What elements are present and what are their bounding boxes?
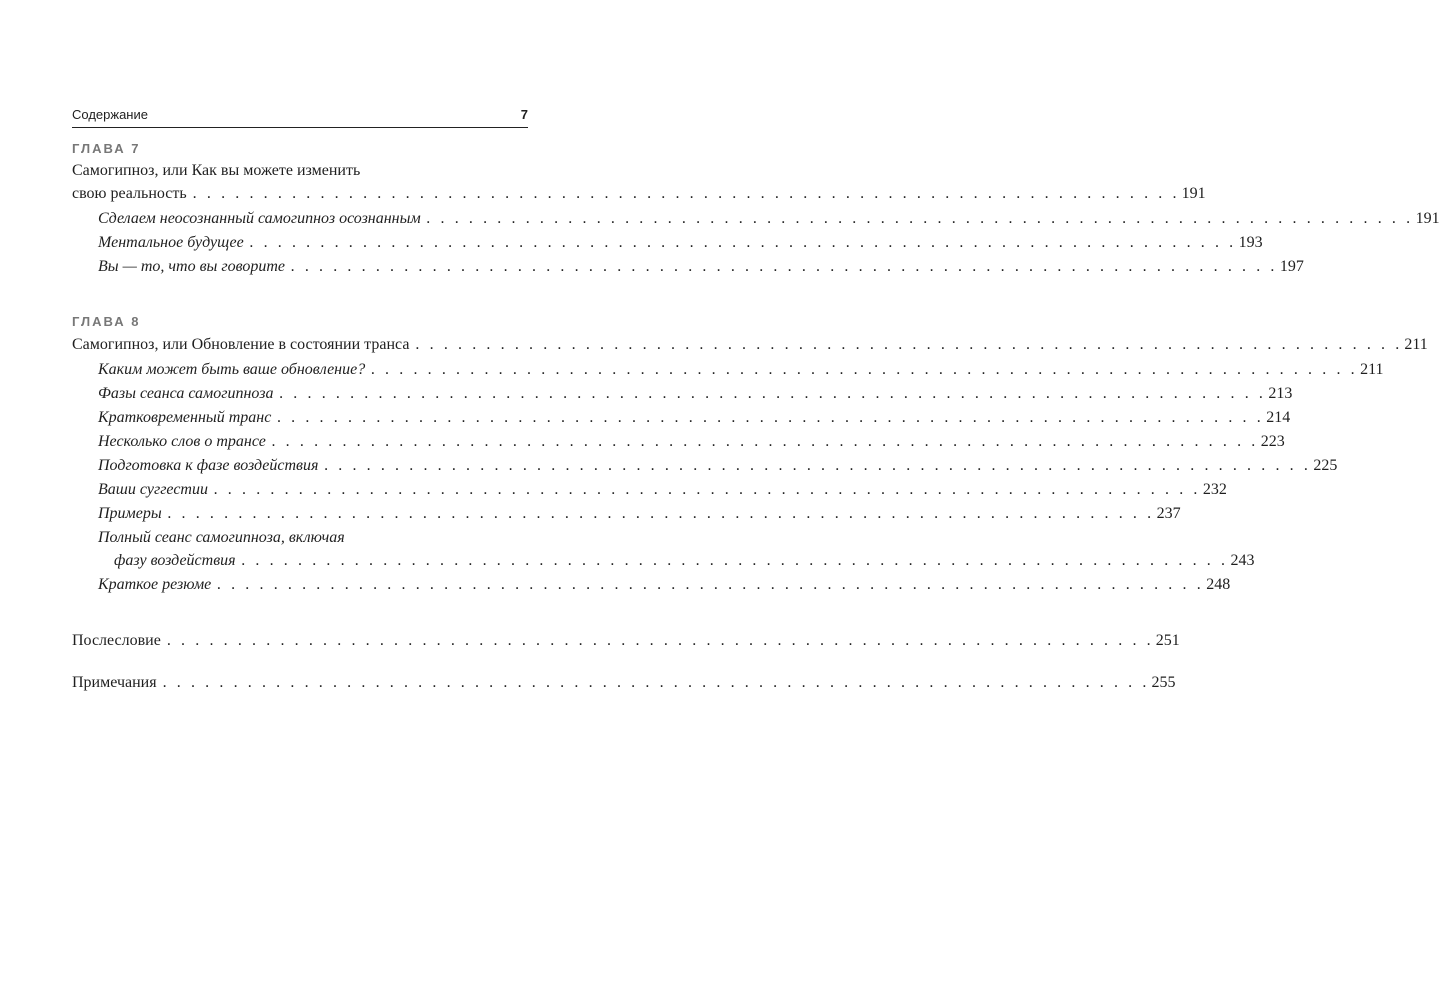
header-rule [72, 127, 528, 128]
toc-entry-page: 237 [1156, 505, 1181, 522]
toc-entry-text: Примеры [98, 505, 162, 522]
toc-entry-page: 223 [1260, 433, 1285, 450]
toc-entry-chapter-7[interactable] [72, 183, 1206, 205]
toc-entry[interactable] [98, 232, 1263, 254]
toc-entry-text: Несколько слов о трансе [98, 433, 266, 450]
toc-entry-page: 225 [1313, 457, 1338, 474]
toc-entry-page: 191 [1415, 210, 1440, 227]
dot-leader: . . . . . . . . . . . . . . . . . . . . . . . . . . . . . . . . . . . . . . . . . . . . . . . . . . . . . . . . . . . . . . . . . . . . . . [192, 185, 1180, 202]
dot-leader: . . . . . . . . . . . . . . . . . . . . . . . . . . . . . . . . . . . . . . . . . . . . . . . . . . . . . . . . . . . . . . . . . . . . . . [166, 632, 1154, 649]
dot-leader: . . . . . . . . . . . . . . . . . . . . . . . . . . . . . . . . . . . . . . . . . . . . . . . . . . . . . . . . . . . . . . . . . . . . . . [271, 433, 1259, 450]
dot-leader: . . . . . . . . . . . . . . . . . . . . . . . . . . . . . . . . . . . . . . . . . . . . . . . . . . . . . . . . . . . . . . . . . . . . . . [167, 505, 1155, 522]
dot-leader: . . . . . . . . . . . . . . . . . . . . . . . . . . . . . . . . . . . . . . . . . . . . . . . . . . . . . . . . . . . . . . . . . . . . . . [426, 210, 1414, 227]
dot-leader: . . . . . . . . . . . . . . . . . . . . . . . . . . . . . . . . . . . . . . . . . . . . . . . . . . . . . . . . . . . . . . . . . . . . . . [324, 457, 1312, 474]
toc-entry-text: Примечания [72, 674, 157, 691]
toc-entry-text: фазу воздействия [114, 552, 236, 569]
toc-entry-page: 232 [1202, 481, 1227, 498]
toc-entry-notes[interactable] [72, 672, 1176, 694]
toc-entry-text: Краткое резюме [98, 576, 212, 593]
toc-entry-page: 193 [1238, 234, 1263, 251]
toc-entry-page: 255 [1151, 674, 1176, 691]
toc-entry-text: Ваши суггестии [98, 481, 208, 498]
dot-leader: . . . . . . . . . . . . . . . . . . . . . . . . . . . . . . . . . . . . . . . . . . . . . . . . . . . . . . . . . . . . . . . . . . . . . . [162, 674, 1150, 691]
toc-entry-page: 251 [1155, 632, 1180, 649]
toc-entry-text: Вы — то, что вы говорите [98, 258, 285, 275]
toc-entry[interactable] [98, 479, 1227, 501]
running-header-title: Содержание [72, 107, 148, 122]
toc-entry-page: 211 [1404, 336, 1428, 353]
toc-entry-text: Подготовка к фазе воздействия [98, 457, 319, 474]
dot-leader: . . . . . . . . . . . . . . . . . . . . . . . . . . . . . . . . . . . . . . . . . . . . . . . . . . . . . . . . . . . . . . . . . . . . . . [279, 385, 1267, 402]
toc-entry[interactable] [98, 503, 1181, 525]
dot-leader: . . . . . . . . . . . . . . . . . . . . . . . . . . . . . . . . . . . . . . . . . . . . . . . . . . . . . . . . . . . . . . . . . . . . . . [415, 336, 1403, 353]
toc-entry[interactable] [98, 256, 1304, 278]
toc-entry-text: свою реальность [72, 185, 187, 202]
toc-entry-page: 211 [1360, 361, 1384, 378]
toc-entry[interactable] [98, 574, 1231, 596]
toc-entry-page: 214 [1266, 409, 1291, 426]
toc-entry[interactable] [98, 431, 1285, 453]
chapter-7-title-line1: Самогипноз, или Как вы можете изменить [72, 162, 361, 179]
dot-leader: . . . . . . . . . . . . . . . . . . . . . . . . . . . . . . . . . . . . . . . . . . . . . . . . . . . . . . . . . . . . . . . . . . . . . . [277, 409, 1265, 426]
toc-entry-page: 197 [1279, 258, 1304, 275]
dot-leader: . . . . . . . . . . . . . . . . . . . . . . . . . . . . . . . . . . . . . . . . . . . . . . . . . . . . . . . . . . . . . . . . . . . . . . [249, 234, 1237, 251]
toc-entry-chapter-8[interactable] [72, 334, 1428, 356]
toc-entry-text: Кратковременный транс [98, 409, 272, 426]
running-header [72, 107, 528, 127]
toc-entry-afterword[interactable] [72, 630, 1180, 652]
toc-entry-text: Послесловие [72, 632, 161, 649]
toc-entry-text: Самогипноз, или Обновление в состоянии транса [72, 336, 410, 353]
toc-entry-text: Фазы сеанса самогипноза [98, 385, 274, 402]
dot-leader: . . . . . . . . . . . . . . . . . . . . . . . . . . . . . . . . . . . . . . . . . . . . . . . . . . . . . . . . . . . . . . . . . . . . . . [213, 481, 1201, 498]
dot-leader: . . . . . . . . . . . . . . . . . . . . . . . . . . . . . . . . . . . . . . . . . . . . . . . . . . . . . . . . . . . . . . . . . . . . . . [291, 258, 1278, 275]
toc-entry-text: Каким может быть ваше обновление? [98, 361, 366, 378]
toc-entry[interactable] [98, 407, 1291, 429]
page-number: 7 [520, 107, 528, 122]
chapter-8-label: ГЛАВА 8 [72, 314, 141, 329]
toc-entry[interactable] [98, 208, 1440, 230]
toc-entry-text: Сделаем неосознанный самогипноз осознанным [98, 210, 421, 227]
toc-entry[interactable] [98, 383, 1293, 405]
toc-entry-page: 243 [1230, 552, 1255, 569]
toc-entry-text: Ментальное будущее [98, 234, 244, 251]
toc-entry-page: 191 [1181, 185, 1206, 202]
toc-entry[interactable] [98, 359, 1384, 381]
dot-leader: . . . . . . . . . . . . . . . . . . . . . . . . . . . . . . . . . . . . . . . . . . . . . . . . . . . . . . . . . . . . . . . . . . . . . . [371, 361, 1359, 378]
dot-leader: . . . . . . . . . . . . . . . . . . . . . . . . . . . . . . . . . . . . . . . . . . . . . . . . . . . . . . . . . . . . . . . . . . . . . . [217, 576, 1205, 593]
chapter-7-label: ГЛАВА 7 [72, 141, 141, 156]
toc-entry-page: 248 [1206, 576, 1231, 593]
toc-entry[interactable] [98, 455, 1338, 477]
dot-leader: . . . . . . . . . . . . . . . . . . . . . . . . . . . . . . . . . . . . . . . . . . . . . . . . . . . . . . . . . . . . . . . . . . . . . . [241, 552, 1229, 569]
toc-entry[interactable] [114, 550, 1255, 572]
toc-entry-line1[interactable]: Полный сеанс самогипноза, включая [98, 529, 345, 546]
toc-entry-page: 213 [1268, 385, 1293, 402]
